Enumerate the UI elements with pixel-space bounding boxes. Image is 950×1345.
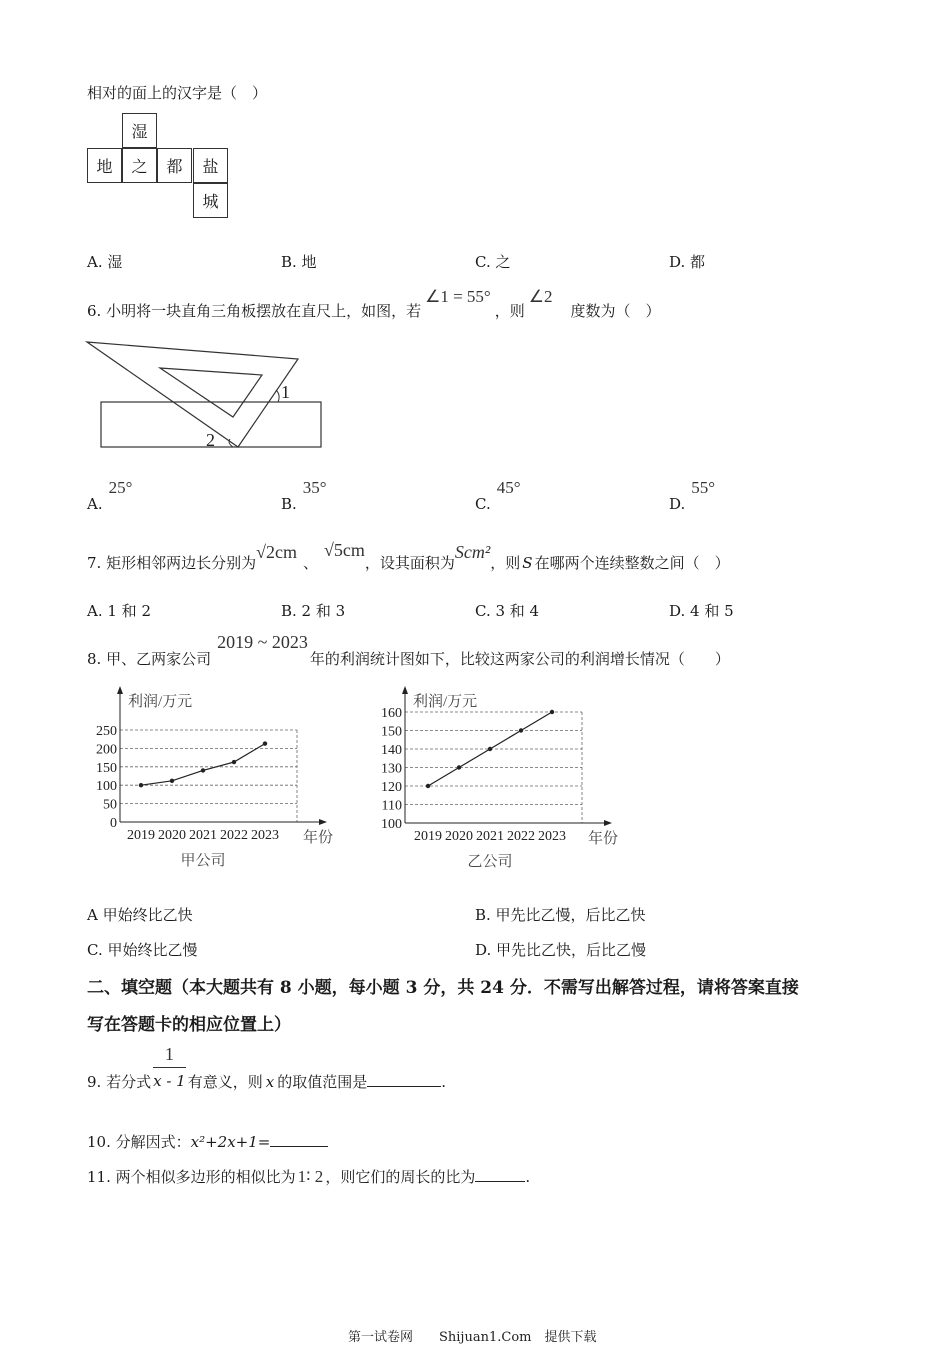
y-tick-label: 0 — [110, 816, 117, 831]
series-line — [141, 744, 265, 786]
q8-stem: 8. 甲、乙两家公司2019 ~ 2023年的利润统计图如下，比较这两家公司的利润增长情况（ ） — [87, 632, 730, 668]
data-point — [426, 784, 430, 788]
data-point — [263, 741, 267, 745]
q5-option-b[interactable]: B. 地 — [281, 253, 317, 271]
q7-option-a[interactable]: A. 1 和 2 — [87, 602, 151, 620]
data-point — [488, 747, 492, 751]
data-point — [519, 728, 523, 732]
q6-option-b[interactable]: B.35° — [281, 478, 327, 513]
data-point — [139, 783, 143, 787]
y-tick-label: 160 — [381, 706, 402, 721]
y-tick-label: 100 — [381, 817, 402, 832]
x-axis-label: 年份 — [588, 831, 619, 847]
q6-option-d[interactable]: D.55° — [669, 478, 716, 513]
chart-jia — [80, 682, 340, 872]
q11-ratio: 1∶ 2 — [297, 1167, 324, 1186]
q10-stem: 10. 分解因式：x²+2x+1= — [87, 1131, 328, 1152]
q7-stem: 7. 矩形相邻两边长分别为√2cm、√5cm，设其面积为Scm²，则 S 在哪两个连续整数之间（ ） — [87, 540, 730, 572]
cube-face-cheng: 城 — [193, 183, 228, 218]
q7-side2: √5cm — [323, 540, 365, 560]
cube-face-shi: 湿 — [122, 113, 157, 148]
y-axis-arrow — [117, 686, 123, 694]
y-tick-label: 250 — [96, 724, 117, 739]
x-tick-label: 2021 — [476, 829, 504, 844]
x-tick-label: 2023 — [538, 829, 566, 844]
y-tick-label: 50 — [103, 797, 117, 813]
q8-years: 2019 ~ 2023 — [217, 632, 308, 652]
q6-option-a[interactable]: A.25° — [87, 478, 133, 513]
triangle-inner — [160, 368, 262, 417]
q11-answer-blank[interactable] — [475, 1167, 525, 1182]
q7-option-b[interactable]: B. 2 和 3 — [281, 602, 346, 620]
q7-option-d[interactable]: D. 4 和 5 — [669, 602, 734, 620]
y-axis-label: 利润/万元 — [128, 694, 193, 710]
y-tick-label: 150 — [381, 724, 402, 740]
q6-stem — [87, 284, 661, 324]
q6-stem-a: 6. 小明将一块直角三角板摆放在直尺上，如图，若 — [87, 302, 422, 320]
q6-option-c[interactable]: C.45° — [475, 478, 521, 513]
data-point — [201, 768, 205, 772]
q6-stem-b: ，则 — [494, 302, 525, 320]
q9-numerator: 1 — [153, 1044, 186, 1068]
y-tick-label: 200 — [96, 742, 117, 758]
q10-expr: x²+2x+1= — [190, 1133, 271, 1151]
x-axis-arrow — [319, 819, 327, 825]
cube-face-zhi: 之 — [122, 148, 157, 183]
angle-label-1: 1 — [281, 382, 290, 402]
q8-option-b[interactable]: B. 甲先比乙慢，后比乙快 — [475, 906, 646, 924]
y-tick-label: 140 — [381, 743, 402, 758]
q9-stem: 9. 若分式 1 x - 1 有意义，则 x 的取值范围是 . — [87, 1044, 446, 1091]
x-tick-label: 2023 — [251, 828, 279, 843]
x-tick-label: 2021 — [189, 828, 217, 843]
q10-answer-blank[interactable] — [270, 1132, 328, 1147]
q7-side1: √2cm — [256, 542, 297, 562]
data-point — [457, 765, 461, 769]
y-tick-label: 120 — [381, 780, 402, 795]
y-axis-arrow — [402, 686, 408, 694]
page-footer: 第一试卷网 Shijuan1.Com 提供下载 — [348, 1330, 597, 1345]
cube-face-yan: 盐 — [193, 148, 228, 183]
q9-denominator: x - 1 — [153, 1072, 186, 1090]
q9-answer-blank[interactable] — [367, 1072, 441, 1087]
data-point — [232, 760, 236, 764]
q7-area: Scm² — [454, 542, 491, 562]
y-tick-label: 130 — [381, 761, 402, 777]
q11-stem: 11. 两个相似多边形的相似比为 1∶ 2 ，则它们的周长的比为 . — [87, 1167, 531, 1186]
q6-stem-c: 度数为（ ） — [570, 302, 661, 320]
x-tick-label: 2019 — [127, 828, 155, 843]
angle-label-2: 2 — [206, 430, 215, 450]
q5-option-a[interactable]: A. 湿 — [87, 253, 123, 271]
y-axis-label: 利润/万元 — [413, 694, 478, 710]
section2-heading-line2: 写在答题卡的相应位置上） — [87, 1015, 291, 1035]
q9-fraction — [153, 1044, 186, 1090]
data-point — [550, 710, 554, 714]
chart-yi — [365, 682, 635, 872]
q8-option-d[interactable]: D. 甲先比乙快，后比乙慢 — [475, 941, 647, 959]
x-tick-label: 2020 — [158, 828, 186, 843]
q5-stem: 相对的面上的汉字是（ ） — [87, 84, 268, 102]
x-axis-label: 年份 — [303, 830, 334, 846]
x-tick-label: 2022 — [507, 829, 535, 844]
q6-angle1: ∠1 = 55° — [425, 287, 491, 306]
y-tick-label: 100 — [96, 779, 117, 795]
x-tick-label: 2022 — [220, 828, 248, 843]
q5-option-d[interactable]: D. 都 — [669, 253, 706, 271]
cube-face-dou: 都 — [157, 148, 192, 183]
triangle-outer — [87, 342, 298, 447]
y-tick-label: 150 — [96, 760, 117, 776]
q7-option-c[interactable]: C. 3 和 4 — [475, 602, 540, 620]
cube-face-di: 地 — [87, 148, 122, 183]
q6-angle2: ∠2 — [528, 287, 553, 306]
q8-option-c[interactable]: C. 甲始终比乙慢 — [87, 941, 198, 959]
q8-option-a[interactable]: A 甲始终比乙快 — [87, 906, 193, 924]
section2-heading-line1: 二、填空题（本大题共有 8 小题，每小题 3 分，共 24 分．不需写出解答过程，请将答案直接 — [87, 978, 799, 998]
y-tick-label: 110 — [381, 798, 402, 814]
x-tick-label: 2020 — [445, 829, 473, 844]
x-axis-arrow — [604, 820, 612, 826]
chart-title: 乙公司 — [467, 854, 513, 870]
data-point — [170, 779, 174, 783]
x-tick-label: 2019 — [414, 829, 442, 844]
chart-title: 甲公司 — [180, 853, 226, 869]
q5-option-c[interactable]: C. 之 — [475, 253, 511, 271]
q6-figure — [80, 335, 340, 455]
